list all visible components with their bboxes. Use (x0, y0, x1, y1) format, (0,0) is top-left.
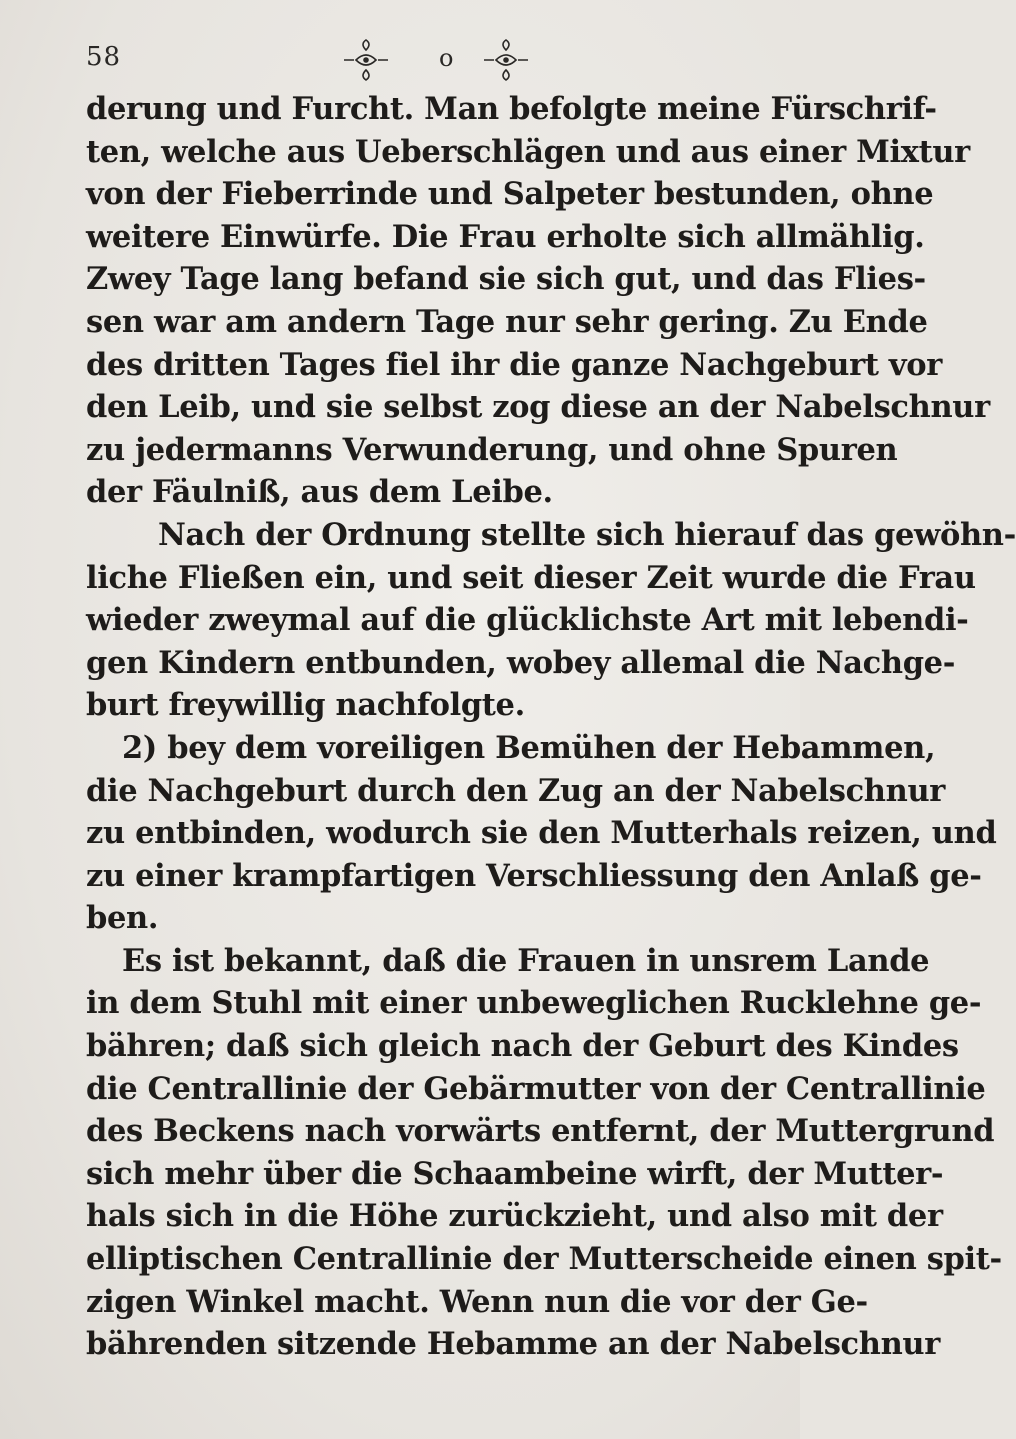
text-line: ten, welche aus Ueberschlägen und aus einer Mixtur (86, 133, 970, 170)
text-line: burt freywillig nachfolgte. (86, 687, 525, 724)
text-line: Zwey Tage lang befand sie sich gut, und das Flies- (86, 261, 926, 298)
text-line: zu jedermanns Verwunderung, und ohne Spuren (86, 431, 898, 468)
body-text (86, 88, 1016, 1366)
text-line: des Beckens nach vorwärts entfernt, der Muttergrund (86, 1113, 995, 1150)
text-line: bährenden sitzende Hebamme an der Nabelschnur (86, 1326, 940, 1363)
text-line: der Fäulniß, aus dem Leibe. (86, 474, 553, 511)
text-line: die Centrallinie der Gebärmutter von der Centrallinie (86, 1070, 986, 1107)
text-line: ben. (86, 900, 159, 937)
text-line: liche Fließen ein, und seit dieser Zeit wurde die Frau (86, 559, 976, 596)
text-line: wieder zweymal auf die glücklichste Art mit lebendi- (86, 602, 969, 639)
text-line: gen Kindern entbunden, wobey allemal die Nachge- (86, 644, 956, 681)
text-line: hals sich in die Höhe zurückzieht, und also mit der (86, 1198, 943, 1235)
text-line: sich mehr über die Schaambeine wirft, der Mutter- (86, 1155, 944, 1192)
text-line: die Nachgeburt durch den Zug an der Nabelschnur (86, 772, 945, 809)
text-line: in dem Stuhl mit einer unbeweglichen Rucklehne ge- (86, 985, 982, 1022)
text-line: Nach der Ordnung stellte sich hierauf das gewöhn- (158, 516, 1016, 553)
text-line: des dritten Tages fiel ihr die ganze Nachgeburt vor (86, 346, 942, 383)
text-line: zu einer krampfartigen Verschliessung den Anlaß ge- (86, 857, 982, 894)
text-line: elliptischen Centrallinie der Mutterscheide einen spit- (86, 1241, 1002, 1278)
text-line: derung und Furcht. Man befolgte meine Fürschrif- (86, 91, 937, 127)
right-flourish-icon (484, 40, 528, 80)
page-header (86, 38, 726, 88)
text-line: zu entbinden, wodurch sie den Mutterhals reizen, und (86, 815, 997, 852)
text-line: 2) bey dem voreiligen Bemühen der Hebammen, (122, 729, 936, 766)
text-line: Es ist bekannt, daß die Frauen in unsrem Lande (122, 942, 930, 979)
text-line: sen war am andern Tage nur sehr gering. Zu Ende (86, 303, 928, 340)
text-line: weitere Einwürfe. Die Frau erholte sich allmählig. (86, 218, 925, 255)
ornament-center-glyph: o (439, 44, 454, 72)
text-line: zigen Winkel macht. Wenn nun die vor der Ge- (86, 1283, 868, 1320)
left-flourish-icon (344, 40, 388, 80)
text-line: bähren; daß sich gleich nach der Geburt des Kindes (86, 1028, 959, 1065)
text-line: den Leib, und sie selbst zog diese an der Nabelschnur (86, 389, 990, 426)
page-number: 58 (86, 42, 122, 72)
text-line: von der Fieberrinde und Salpeter bestunden, ohne (86, 176, 934, 213)
